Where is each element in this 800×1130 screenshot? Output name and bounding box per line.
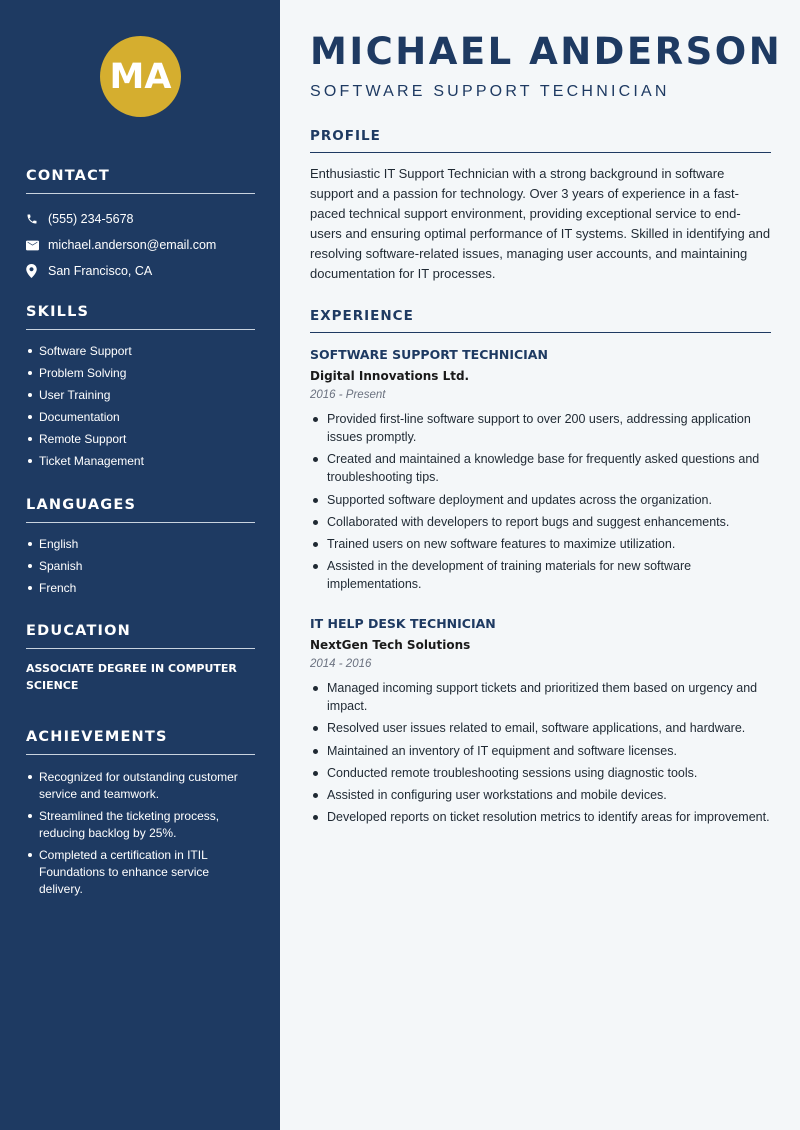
education-section — [26, 623, 255, 694]
contact-location — [26, 258, 255, 284]
main-content — [280, 0, 800, 1130]
contact-email — [26, 232, 255, 258]
skill-item: Remote Support — [26, 428, 255, 450]
contact-heading: CONTACT — [26, 168, 255, 194]
job-bullet: Developed reports on ticket resolution metrics to identify areas for improvement. — [310, 808, 771, 826]
contact-location-text: San Francisco, CA — [48, 264, 153, 278]
profile-heading: PROFILE — [310, 128, 771, 153]
skills-section — [26, 304, 255, 472]
skill-item: Ticket Management — [26, 450, 255, 472]
experience-section — [310, 308, 771, 333]
achievements-list — [26, 769, 255, 898]
job-entry — [310, 616, 771, 831]
job-dates: 2014 - 2016 — [310, 658, 372, 670]
achievements-section — [26, 729, 255, 903]
avatar — [100, 36, 181, 117]
skills-heading: SKILLS — [26, 304, 255, 330]
job-bullet: Created and maintained a knowledge base for frequently asked questions and troubleshooting tips. — [310, 450, 771, 486]
job-bullet: Conducted remote troubleshooting sessions using diagnostic tools. — [310, 764, 771, 782]
email-icon — [26, 240, 48, 251]
experience-heading: EXPERIENCE — [310, 308, 771, 333]
contact-phone — [26, 206, 255, 232]
candidate-name: MICHAEL ANDERSON — [310, 30, 783, 73]
job-bullet: Resolved user issues related to email, software applications, and hardware. — [310, 719, 771, 737]
skill-item: User Training — [26, 384, 255, 406]
job-company: NextGen Tech Solutions — [310, 638, 471, 652]
skills-list — [26, 340, 255, 472]
job-bullet: Collaborated with developers to report bugs and suggest enhancements. — [310, 513, 771, 531]
job-title: IT HELP DESK TECHNICIAN — [310, 616, 496, 631]
candidate-title: SOFTWARE SUPPORT TECHNICIAN — [310, 83, 670, 100]
achievements-heading: ACHIEVEMENTS — [26, 729, 255, 755]
education-heading: EDUCATION — [26, 623, 255, 649]
location-pin-icon — [26, 264, 48, 278]
achievement-item: Completed a certification in ITIL Foundations to enhance service delivery. — [26, 847, 255, 898]
job-bullet: Provided first-line software support to over 200 users, addressing application issues promptly. — [310, 410, 771, 446]
contact-phone-text: (555) 234-5678 — [48, 212, 134, 226]
job-bullets — [310, 679, 771, 826]
job-bullet: Supported software deployment and updates across the organization. — [310, 491, 771, 509]
language-item: Spanish — [26, 555, 255, 577]
language-item: French — [26, 577, 255, 599]
job-bullet: Managed incoming support tickets and prioritized them based on urgency and impact. — [310, 679, 771, 715]
job-bullet: Assisted in the development of training materials for new software implementations. — [310, 557, 771, 593]
job-bullet: Trained users on new software features to maximize utilization. — [310, 535, 771, 553]
job-entry — [310, 347, 771, 598]
job-bullet: Assisted in configuring user workstations and mobile devices. — [310, 786, 771, 804]
contact-list — [26, 206, 255, 284]
contact-section — [26, 168, 255, 284]
job-bullet: Maintained an inventory of IT equipment and software licenses. — [310, 742, 771, 760]
job-title: SOFTWARE SUPPORT TECHNICIAN — [310, 347, 548, 362]
skill-item: Software Support — [26, 340, 255, 362]
job-company: Digital Innovations Ltd. — [310, 369, 470, 383]
languages-list — [26, 533, 255, 599]
languages-section — [26, 497, 255, 599]
profile-section — [310, 128, 771, 284]
profile-text: Enthusiastic IT Support Technician with a strong background in software support and a passion for technology. Over 3 years of experience in a fast-paced technical support environment, providing exceptional service to end-users and ensuring optimal performance of IT systems. Skilled in identifying and resolving software-related issues, managing user accounts, and maintaining documentation for IT processes. — [310, 166, 771, 281]
phone-icon — [26, 213, 48, 225]
skill-item: Problem Solving — [26, 362, 255, 384]
contact-email-text: michael.anderson@email.com — [48, 238, 217, 252]
language-item: English — [26, 533, 255, 555]
achievement-item: Recognized for outstanding customer service and teamwork. — [26, 769, 255, 803]
skill-item: Documentation — [26, 406, 255, 428]
education-degree: ASSOCIATE DEGREE IN COMPUTER SCIENCE — [26, 662, 237, 692]
achievement-item: Streamlined the ticketing process, reducing backlog by 25%. — [26, 808, 255, 842]
job-dates: 2016 - Present — [310, 389, 386, 401]
languages-heading: LANGUAGES — [26, 497, 255, 523]
job-bullets — [310, 410, 771, 593]
avatar-initials: MA — [109, 56, 172, 97]
sidebar — [0, 0, 280, 1130]
